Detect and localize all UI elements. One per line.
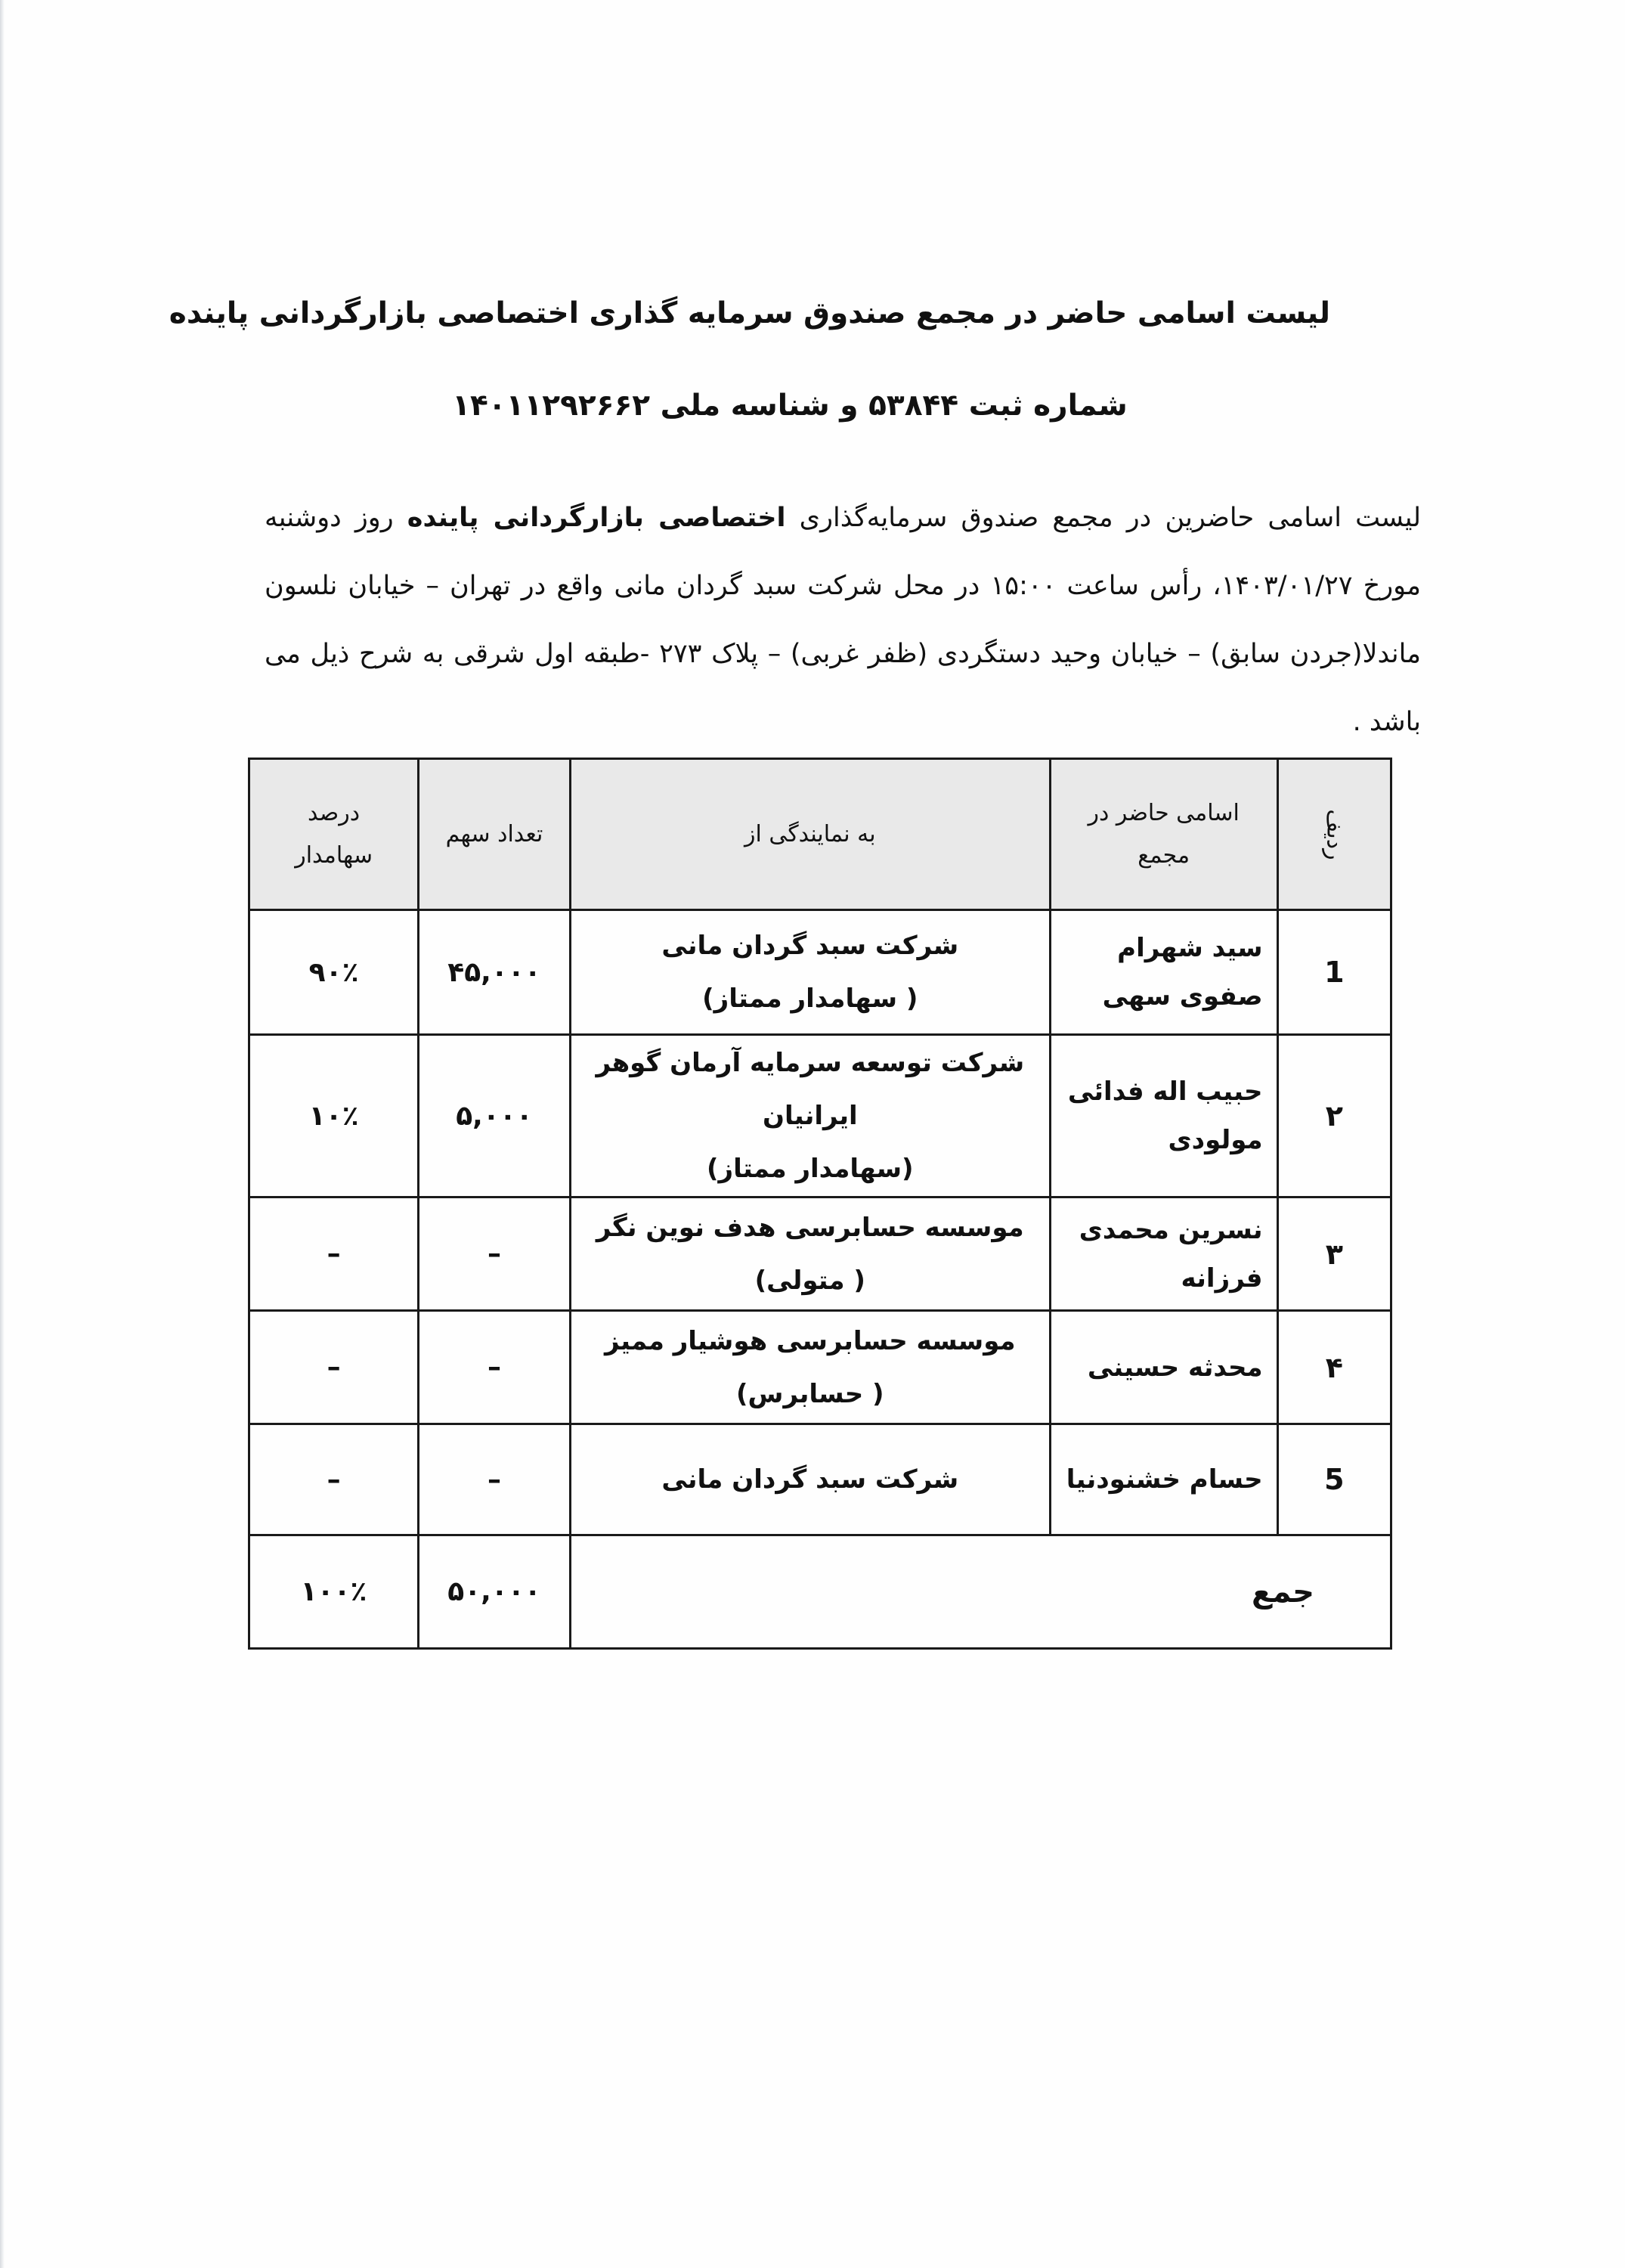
row-number: ۴ bbox=[1277, 1311, 1391, 1424]
row-number: 5 bbox=[1277, 1424, 1391, 1535]
share-count: – bbox=[419, 1198, 571, 1311]
attendee-name: حسام خشنودنیا bbox=[1050, 1424, 1277, 1535]
intro-text-end: روز دوشنبه مورخ ۱۴۰۳/۰۱/۲۷، رأس ساعت ۱۵:۰۰ در محل شرکت سبد گردان مانی واقع در تهران – خیابان نلسون ماندلا(جردن سابق) – خیابان وحید دستگردی (ظفر غربی) – پلاک ۲۷۳ -طبقه اول شرقی به شرح ذیل می باشد . bbox=[265, 503, 1422, 737]
share-percent: – bbox=[249, 1198, 419, 1311]
representative: شرکت سبد گردان مانی bbox=[570, 1424, 1050, 1535]
representative: شرکت توسعه سرمایه آرمان گوهر ایرانیان (سهامدار ممتاز) bbox=[570, 1035, 1050, 1198]
total-row bbox=[249, 1535, 1391, 1649]
intro-paragraph bbox=[265, 484, 1421, 756]
table-header-row bbox=[249, 759, 1391, 910]
table-row bbox=[249, 1198, 1391, 1311]
table-row bbox=[249, 1035, 1391, 1198]
share-percent: ۱۰٪ bbox=[249, 1035, 419, 1198]
row-number: ۳ bbox=[1277, 1198, 1391, 1311]
representative: شرکت سبد گردان مانی ( سهامدار ممتاز) bbox=[570, 910, 1050, 1035]
attendee-name: نسرین محمدی فرزانه bbox=[1050, 1198, 1277, 1311]
representative: موسسه حسابرسی هدف نوین نگر ( متولی) bbox=[570, 1198, 1050, 1311]
share-count: – bbox=[419, 1424, 571, 1535]
header-row-number: ردیف bbox=[1277, 759, 1391, 910]
registration-line: شماره ثبت ۵۳۸۴۴ و شناسه ملی ۱۴۰۱۱۲۹۲۶۶۲ bbox=[452, 389, 1128, 423]
table-row bbox=[249, 910, 1391, 1035]
header-representative: به نمایندگی از bbox=[570, 759, 1050, 910]
intro-fund-name: اختصاصی بازارگردانی پاینده bbox=[407, 503, 786, 533]
row-number: ۲ bbox=[1277, 1035, 1391, 1198]
total-label: جمع bbox=[570, 1535, 1391, 1649]
total-shares: ۵۰,۰۰۰ bbox=[419, 1535, 571, 1649]
document-title: لیست اسامی حاضر در مجمع صندوق سرمایه گذاری اختصاصی بازارگردانی پاینده bbox=[169, 296, 1330, 330]
header-shares: تعداد سهم bbox=[419, 759, 571, 910]
share-percent: ۹۰٪ bbox=[249, 910, 419, 1035]
share-count: ۵,۰۰۰ bbox=[419, 1035, 571, 1198]
attendee-name: سید شهرام صفوی سهی bbox=[1050, 910, 1277, 1035]
attendee-name: حبیب اله فدائی مولودی bbox=[1050, 1035, 1277, 1198]
share-percent: – bbox=[249, 1424, 419, 1535]
representative: موسسه حسابرسی هوشیار ممیز ( حسابرس) bbox=[570, 1311, 1050, 1424]
scan-edge bbox=[0, 0, 5, 2268]
share-percent: – bbox=[249, 1311, 419, 1424]
attendees-table bbox=[248, 758, 1392, 1650]
share-count: ۴۵,۰۰۰ bbox=[419, 910, 571, 1035]
total-percent: ۱۰۰٪ bbox=[249, 1535, 419, 1649]
table-row bbox=[249, 1311, 1391, 1424]
share-count: – bbox=[419, 1311, 571, 1424]
table-row bbox=[249, 1424, 1391, 1535]
attendee-name: محدثه حسینی bbox=[1050, 1311, 1277, 1424]
header-attendee-name: اسامی حاضر در مجمع bbox=[1050, 759, 1277, 910]
row-number: 1 bbox=[1277, 910, 1391, 1035]
header-percent: درصد سهامدار bbox=[249, 759, 419, 910]
intro-text-start: لیست اسامی حاضرین در مجمع صندوق سرمایه‌گذاری bbox=[785, 503, 1421, 533]
